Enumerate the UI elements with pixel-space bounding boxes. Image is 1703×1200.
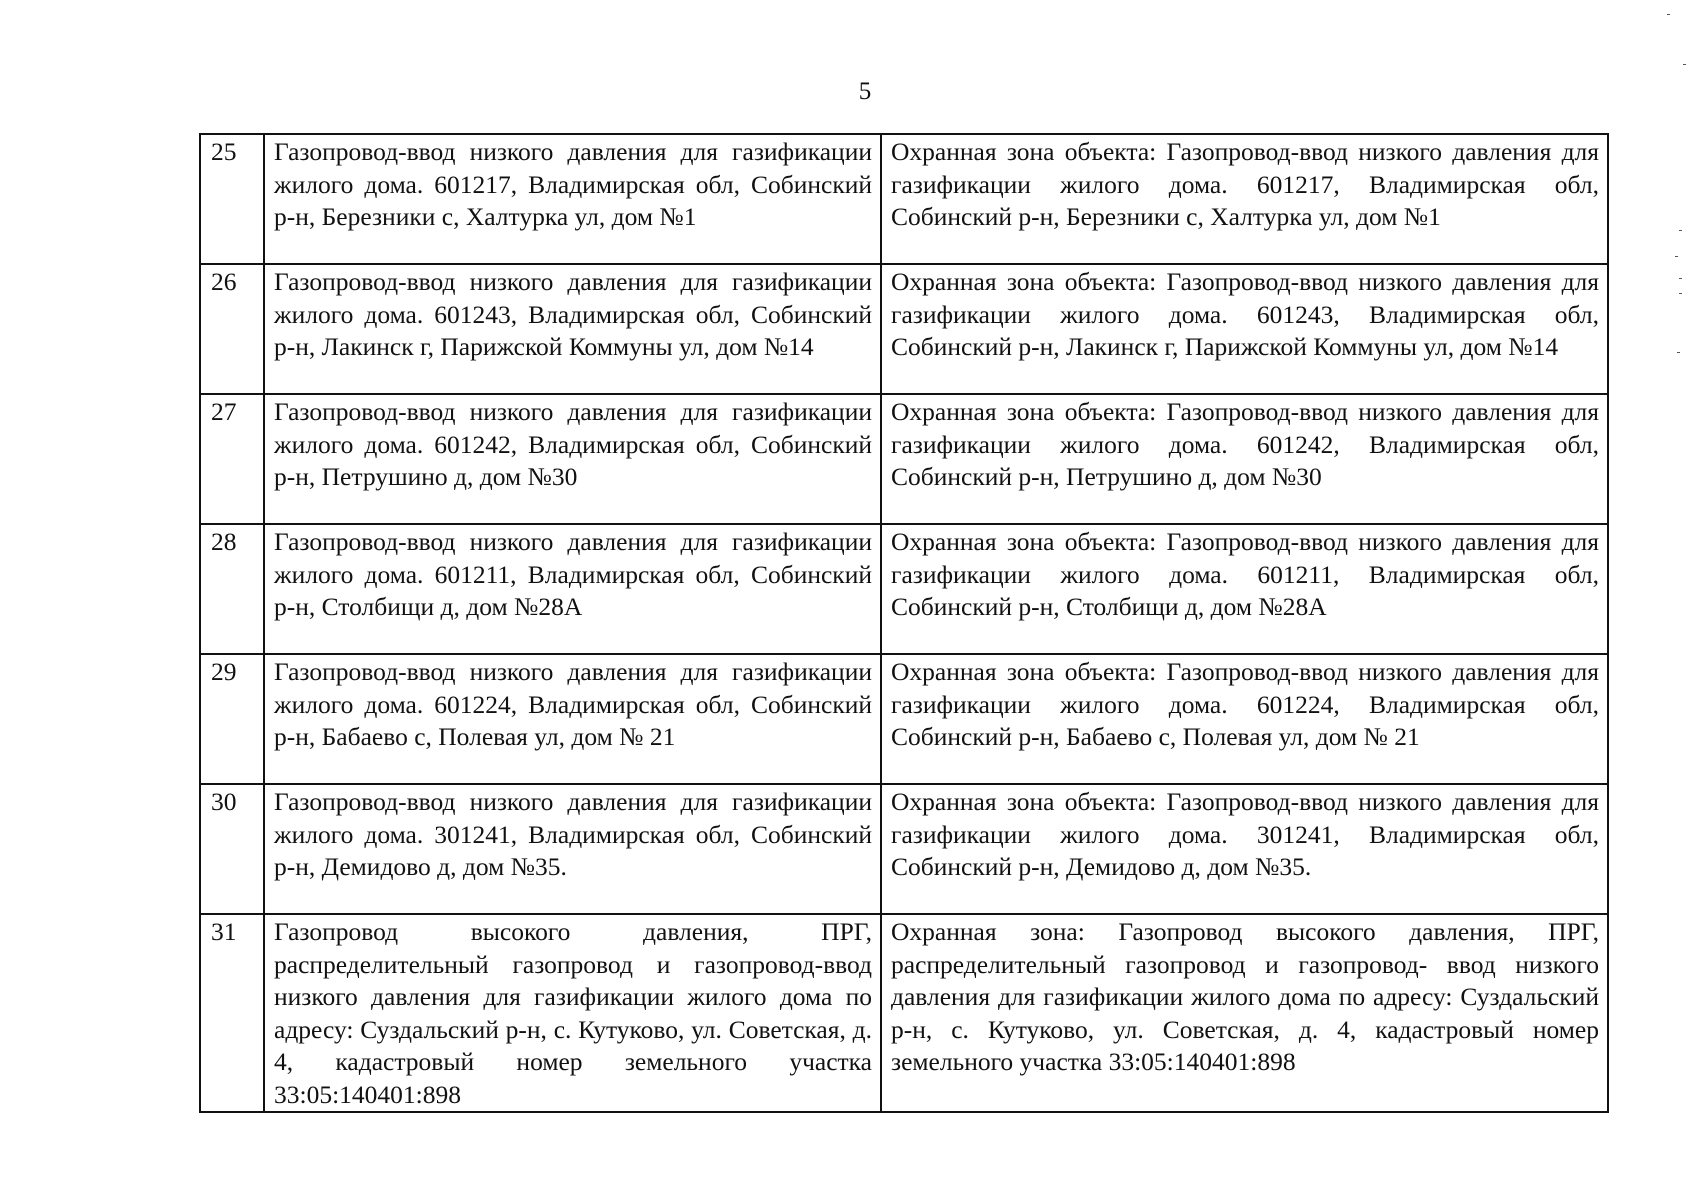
- row-number: 31: [200, 914, 264, 1112]
- table-row: [200, 784, 1608, 914]
- table-row: [200, 654, 1608, 784]
- object-text: Газопровод-ввод низкого давления для газификации жилого дома. 601217, Владимирская обл, Собинский р-н, Березники с, Халтурка ул, дом №1: [274, 137, 872, 231]
- zone-description: [881, 654, 1608, 784]
- objects-table: [199, 133, 1609, 1113]
- object-description: [264, 264, 881, 394]
- zone-description: [881, 914, 1608, 1112]
- zone-text: Охранная зона объекта: Газопровод-ввод низкого давления для газификации жилого дома. 601224, Владимирская обл, Собинский р-н, Бабаево с, Полевая ул, дом № 21: [891, 657, 1599, 751]
- object-description: [264, 524, 881, 654]
- object-description: [264, 394, 881, 524]
- row-number: 28: [200, 524, 264, 654]
- zone-text: Охранная зона объекта: Газопровод-ввод низкого давления для газификации жилого дома. 301241, Владимирская обл, Собинский р-н, Демидово д, дом №35.: [891, 787, 1599, 881]
- object-description: [264, 134, 881, 264]
- zone-text: Охранная зона объекта: Газопровод-ввод низкого давления для газификации жилого дома. 601242, Владимирская обл, Собинский р-н, Петрушино д, дом №30: [891, 397, 1599, 491]
- table-row: [200, 264, 1608, 394]
- object-text: Газопровод-ввод низкого давления для газификации жилого дома. 601224, Владимирская обл, Собинский р-н, Бабаево с, Полевая ул, дом № 21: [274, 657, 872, 751]
- scan-dot: [1667, 14, 1670, 15]
- scan-dot: [1683, 64, 1686, 65]
- scan-dot: [1675, 256, 1678, 257]
- zone-description: [881, 394, 1608, 524]
- zone-description: [881, 134, 1608, 264]
- zone-text: Охранная зона объекта: Газопровод-ввод низкого давления для газификации жилого дома. 601211, Владимирская обл, Собинский р-н, Столбищи д, дом №28А: [891, 527, 1599, 621]
- object-text: Газопровод-ввод низкого давления для газификации жилого дома. 601243, Владимирская обл, Собинский р-н, Лакинск г, Парижской Коммуны ул, дом №14: [274, 267, 872, 361]
- row-number: 29: [200, 654, 264, 784]
- row-number: 26: [200, 264, 264, 394]
- table-row: [200, 134, 1608, 264]
- scan-dot: [1677, 352, 1680, 353]
- zone-text: Охранная зона объекта: Газопровод-ввод низкого давления для газификации жилого дома. 601217, Владимирская обл, Собинский р-н, Березники с, Халтурка ул, дом №1: [891, 137, 1599, 231]
- object-text: Газопровод высокого давления, ПРГ, распределительный газопровод и газопровод-ввод низкого давления для газификации жилого дома по адресу: Суздальский р-н, с. Кутуково, ул. Советская, д. 4, кадастровый номер земельного участка 33:05:140401:898: [274, 917, 872, 1109]
- object-description: [264, 784, 881, 914]
- object-description: [264, 654, 881, 784]
- zone-text: Охранная зона объекта: Газопровод-ввод низкого давления для газификации жилого дома. 601243, Владимирская обл, Собинский р-н, Лакинск г, Парижской Коммуны ул, дом №14: [891, 267, 1599, 361]
- object-text: Газопровод-ввод низкого давления для газификации жилого дома. 301241, Владимирская обл, Собинский р-н, Демидово д, дом №35.: [274, 787, 872, 881]
- table-row: [200, 524, 1608, 654]
- scan-dot: [1679, 230, 1682, 231]
- zone-text: Охранная зона: Газопровод высокого давления, ПРГ, распределительный газопровод и газопровод- ввод низкого давления для газификации жилого дома по адресу: Суздальский р-н, с. Кутуково, ул. Советская, д. 4, кадастровый номер земельного участка 33:05:140401:898: [891, 917, 1599, 1076]
- zone-description: [881, 784, 1608, 914]
- object-text: Газопровод-ввод низкого давления для газификации жилого дома. 601211, Владимирская обл, Собинский р-н, Столбищи д, дом №28А: [274, 527, 872, 621]
- table-row: [200, 914, 1608, 1112]
- object-description: [264, 914, 881, 1112]
- table-row: [200, 394, 1608, 524]
- page-number: 5: [858, 78, 872, 105]
- row-number: 25: [200, 134, 264, 264]
- row-number: 27: [200, 394, 264, 524]
- zone-description: [881, 524, 1608, 654]
- scan-dot: [1679, 278, 1682, 279]
- zone-description: [881, 264, 1608, 394]
- scan-dot: [1679, 293, 1682, 294]
- row-number: 30: [200, 784, 264, 914]
- object-text: Газопровод-ввод низкого давления для газификации жилого дома. 601242, Владимирская обл, Собинский р-н, Петрушино д, дом №30: [274, 397, 872, 491]
- scan-marks: [1663, 0, 1703, 400]
